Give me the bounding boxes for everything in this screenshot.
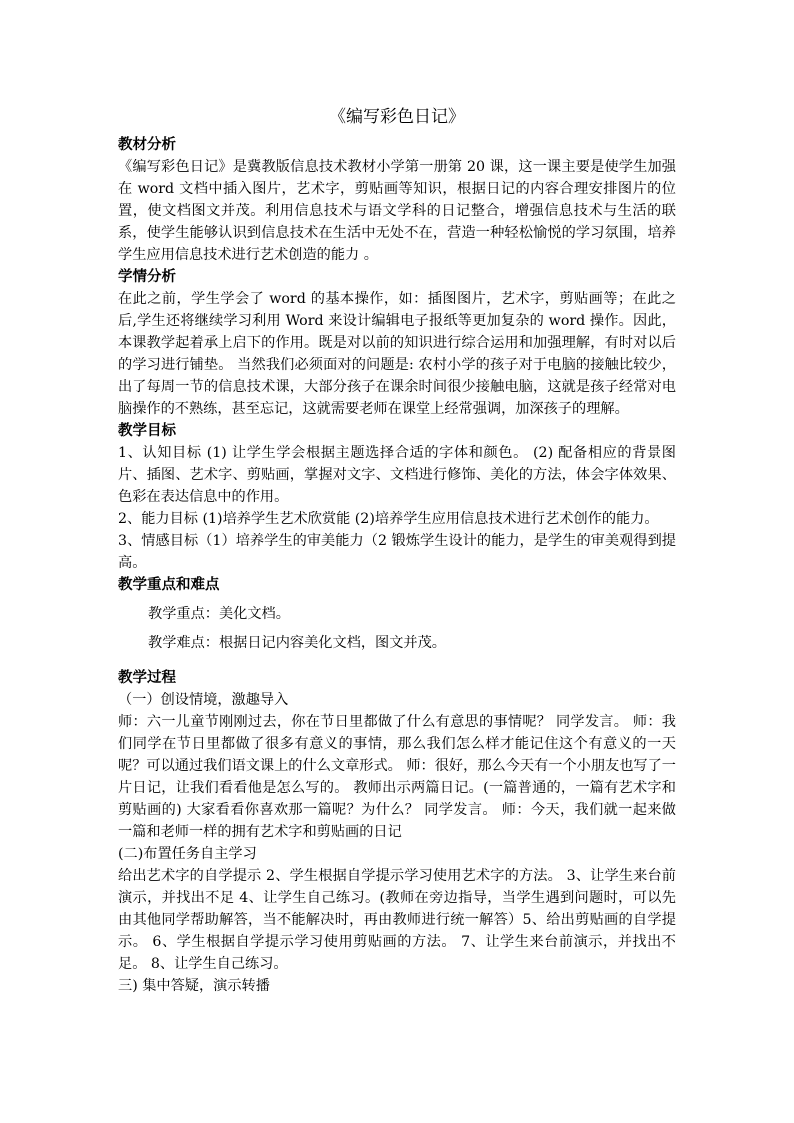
heading-process: 教学过程 — [118, 670, 176, 686]
heading-goals: 教学目标 — [118, 423, 176, 439]
process-step1-title: （一）创设情境，激趣导入 — [118, 692, 289, 708]
goal-cognitive: 1、认知目标 (1) 让学生学会根据主题选择合适的字体和颜色。 (2) 配备相应的背景图片、插图、艺术字、剪贴画，掌握对文字、文档进行修饰、美化的方法，体会字体效果、色彩在表达信息中的作用。 — [118, 445, 676, 505]
goal-ability: 2、能力目标 (1)培养学生艺术欣赏能 (2)培养学生应用信息技术进行艺术创作的能力。 — [118, 511, 659, 527]
keypoint-difficulty: 教学难点：根据日记内容美化文档，图文并茂。 — [148, 635, 446, 651]
process-step1-body: 师：六一儿童节刚刚过去，你在节日里都做了什么有意思的事情呢？ 同学发言。 师：我们同学在节日里都做了很多有意义的事情，那么我们怎么样才能记住这个有意义的一天呢？可以通过我们语文课上的什么文章形式。 师：很好，那么今天有一个小朋友也写了一片日记，让我们看看他是怎么写的。 教师出示两篇日记。(一篇普通的，一篇有艺术字和剪贴画的) 大家看看你喜欢那一篇呢？为什么？ 同学发言。 师：今天，我们就一起来做一篇和老师一样的拥有艺术字和剪贴画的日记 — [118, 714, 676, 840]
document-page — [118, 98, 676, 997]
keypoint-focus: 教学重点：美化文档。 — [148, 606, 290, 622]
process-step2-title: (二)布置任务自主学习 — [118, 846, 257, 862]
paragraph-students: 在此之前，学生学会了 word 的基本操作，如：插图图片，艺术字，剪贴画等；在此之后,学生还将继续学习利用 Word 来设计编辑电子报纸等更加复杂的 word 操作。因此，本课教学起着承上启下的作用。既是对以前的知识进行综合运用和加强理解，有时对以后的学习进行铺垫。 当然我们必须面对的问题是: 农村小学的孩子对于电脑的接触比较少，出了每周一节的信息技术课，大部分孩子在课余时间很少接触电脑，这就是孩子经常对电脑操作的不熟练，甚至忘记，这就需要老师在课堂上经常强调，加深孩子的理解。 — [118, 291, 676, 417]
goal-emotion: 3、情感目标（1）培养学生的审美能力（2 锻炼学生设计的能力，是学生的审美观得到提高。 — [118, 533, 676, 571]
process-step3-title: 三) 集中答疑，演示转播 — [118, 978, 270, 994]
document-title: 《编写彩色日记》 — [329, 107, 465, 127]
heading-analysis: 教材分析 — [118, 137, 176, 153]
heading-students: 学情分析 — [118, 269, 176, 285]
heading-keypoints: 教学重点和难点 — [118, 577, 220, 593]
process-step2-body: 给出艺术字的自学提示 2、学生根据自学提示学习使用艺术字的方法。 3、让学生来台前演示，并找出不足 4、让学生自己练习。(教师在旁边指导，当学生遇到问题时，可以先由其他同学帮助解答，当不能解决时，再由教师进行统一解答）5、给出剪贴画的自学提示。 6、学生根据自学提示学习使用剪贴画的方法。 7、让学生来台前演示，并找出不足。 8、让学生自己练习。 — [118, 868, 676, 972]
paragraph-analysis: 《编写彩色日记》是冀教版信息技术教材小学第一册第 20 课，这一课主要是使学生加强在 word 文档中插入图片，艺术字，剪贴画等知识，根据日记的内容合理安排图片的位置，使文档图文并茂。利用信息技术与语文学科的日记整合，增强信息技术与生活的联系，使学生能够认识到信息技术在生活中无处不在，营造一种轻松愉悦的学习氛围，培养学生应用信息技术进行艺术创造的能力 。 — [118, 159, 676, 263]
